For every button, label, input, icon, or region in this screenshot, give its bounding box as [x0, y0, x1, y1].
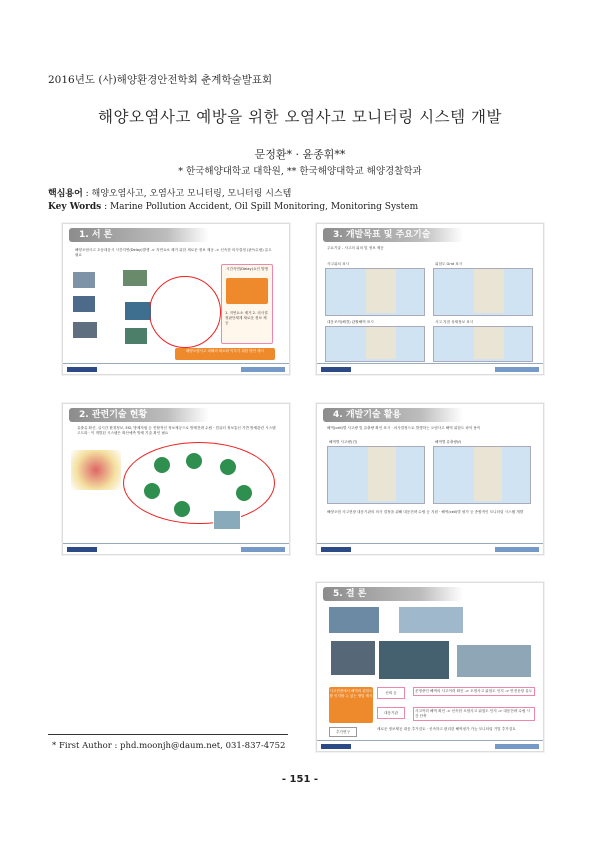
slide-application	[316, 403, 544, 555]
paper-title: 해양오염사고 예방을 위한 오염사고 모니터링 시스템 개발	[98, 108, 502, 126]
university-logo	[67, 547, 97, 552]
footnote-divider	[48, 734, 288, 735]
keywords-english	[48, 202, 418, 212]
slide-heading: 3. 개발목표 및 주요기술	[323, 228, 463, 242]
solution-text: 1. 지연요소 제거 2. 의사결정판단체계 새로운 정보 제공	[225, 311, 268, 325]
department-logo	[495, 367, 539, 372]
slide-intro-text: 주요기술 - 사고의 위치 및 정보 제공	[327, 246, 384, 250]
university-logo	[67, 367, 97, 372]
bridge-photo	[331, 641, 375, 675]
slide-introduction	[62, 223, 290, 375]
module-node	[143, 482, 161, 500]
keywords-korean-label: 핵심용어	[48, 189, 83, 199]
satellite-photo	[123, 270, 147, 286]
oil-spill-illustration	[71, 450, 121, 490]
keywords-english-label: Key Words	[48, 202, 102, 212]
module-node	[235, 484, 253, 502]
sea-photo	[125, 302, 151, 320]
slide-intro-text: 유출유 확산, 실시간 환경정보, ESI, 방제자원 등 종합적인 정보제공으로 방제전략 수립 · 컴퓨터 정보통신 기반 방제관련 시스템 고도화 · 이 개발된 시스템은 확산예측 방제 기술 확인 필요	[77, 426, 276, 435]
ship-photo	[73, 296, 95, 312]
method-box: 사고현장에서 해역의 위험도를 인지할 수 있는 방법 제시	[329, 687, 373, 723]
map-caption-3: 대응조직(해경) 관할해역 표시	[327, 320, 374, 324]
department-logo	[495, 547, 539, 552]
map-caption-4: 사고 지점 상세정보 표시	[435, 320, 474, 324]
delay-factor-text: 시간지연(Delay)요인 발생	[225, 267, 269, 271]
slide-conclusion	[316, 582, 544, 752]
slide-heading: 4. 개발기술 활용	[323, 408, 463, 422]
computer-illustration	[213, 510, 241, 530]
module-node	[153, 456, 171, 474]
future-research-label: 추가연구	[329, 727, 357, 737]
slide-goals	[316, 223, 544, 375]
goal-box: 해양오염사고 피해의 최소화 이루기 위한 방안 제시	[175, 348, 275, 360]
slide-footer	[317, 740, 543, 751]
authors: 문정환* · 윤종휘**	[254, 148, 346, 161]
department-logo	[241, 547, 285, 552]
deck-photo	[379, 641, 449, 679]
slide-intro-text: 해양오염사고 초동대응시 시간지연(Delay)발생 -> 지연요소 제거 위한 새로운 정보 제공 -> 신속한 의사결정 (판독수립) 유도 필요	[75, 248, 272, 257]
university-logo	[321, 547, 351, 552]
module-node	[173, 500, 191, 518]
map-caption-1: 해역별 사고량(건)	[329, 440, 358, 444]
application-note: 해양오염 사고현장 대응기관의 의사 결정을 위해 대응전략 수립 등 지원 · 해역(cell)별 평가 등 종합적인 모니터링 시스템 개발	[327, 510, 524, 514]
affiliations: * 한국해양대학교 대학원, ** 한국해양대학교 해양경찰학과	[178, 166, 422, 177]
accident-photo	[73, 272, 95, 288]
slide-heading: 5. 결 론	[323, 587, 463, 601]
map-risk-grid	[433, 268, 533, 316]
slide-footer	[317, 543, 543, 554]
keywords-english-value: : Marine Pollution Accident, Oil Spill Monitoring, Monitoring System	[101, 202, 419, 212]
department-logo	[241, 367, 285, 372]
patrol-photo	[457, 645, 531, 677]
benefit-text-2: 사고이력 해역 확인 -> 신속한 오염사고 위험도 인지 -> 대응전략 수립 시간 단축	[413, 707, 535, 721]
highlight-circle	[149, 276, 221, 348]
future-research-text: 새로운 정보제공 대응 추가검토 · 신속하고 편리한 해역평가 가능 모니터링 기법 추가검토	[377, 727, 516, 731]
department-logo	[495, 744, 539, 749]
map-spill-volume	[433, 446, 531, 504]
map-accident-count	[327, 446, 425, 504]
slide-related-tech	[62, 403, 290, 555]
map-accident-location	[325, 268, 425, 316]
slide-footer	[63, 543, 289, 554]
map-photo	[125, 328, 147, 344]
page-number: - 151 -	[281, 774, 319, 785]
map-caption-2: 위험도 Grid 표시	[435, 262, 463, 266]
slide-heading: 1. 서 론	[69, 228, 209, 242]
module-node	[185, 452, 203, 470]
keywords-korean	[48, 186, 291, 199]
fireboat-photo	[399, 607, 463, 633]
university-logo	[321, 367, 351, 372]
delay-panel	[221, 264, 273, 344]
response-agency-label: 대응기관	[377, 707, 405, 719]
conference-name: 2016년도 (사)해양환경안전학회 춘계학술발표회	[48, 74, 273, 86]
university-logo	[321, 744, 351, 749]
slide-footer	[317, 363, 543, 374]
delay-detail-box	[226, 278, 268, 304]
map-caption-1: 사고위치 표시	[327, 262, 349, 266]
slide-footer	[63, 363, 289, 374]
map-caption-2: 해역별 유출량(ℓ)	[435, 440, 462, 444]
slide-intro-text: 해역(cell)별 사고량 및 유출량 확인 표시 · 의사결정으로 발생하는 오염사고 해역 위험도 파악 용이	[327, 426, 481, 430]
safety-label: 신뢰 등	[377, 687, 405, 699]
map-accident-detail	[433, 326, 533, 362]
slide-heading: 2. 관련기술 현황	[69, 408, 209, 422]
keywords-korean-value: : 해양오염사고, 오염사고 모니터링, 모니터링 시스템	[82, 189, 292, 199]
benefit-text-1: 운영중인 해역의 사고이력 확인 -> 오염사고 위험도 인지 -> 안전운항 유도	[413, 687, 535, 696]
footnote: * First Author : phd.moonjh@daum.net, 031-837-4752	[52, 741, 286, 751]
module-node	[219, 458, 237, 476]
harbor-photo	[329, 607, 379, 633]
cleanup-photo	[73, 322, 97, 338]
map-jurisdiction	[325, 326, 425, 362]
